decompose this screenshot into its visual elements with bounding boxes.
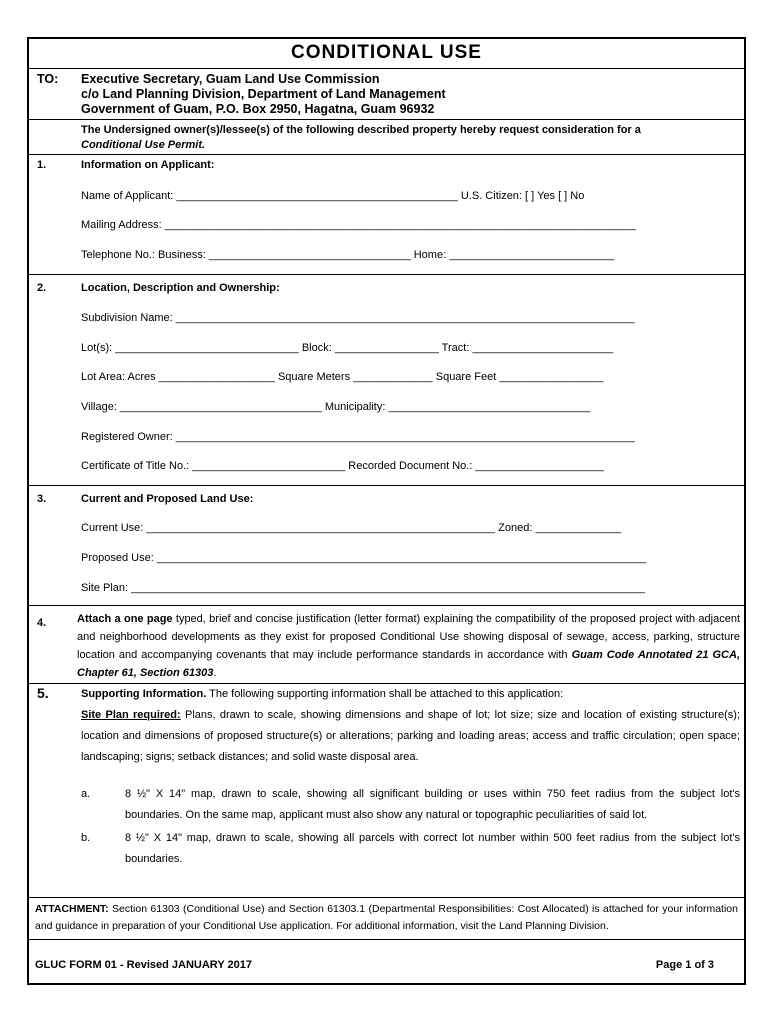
lot-area-field[interactable]: Lot Area: Acres ___________________ Square Meters _____________ Square Feet _________________ (81, 371, 604, 383)
section-4-end: . (213, 667, 217, 679)
request-line-1: The Undersigned owner(s)/lessee(s) of the following described property hereby request consideration for a (81, 124, 641, 136)
telephone-field[interactable]: Telephone No.: Business: _________________________________ Home: ___________________________ (81, 249, 615, 261)
certificate-title-field[interactable]: Certificate of Title No.: _________________________ Recorded Document No.: _____________________ (81, 460, 604, 472)
mailing-address-field[interactable]: Mailing Address: _____________________________________________________________________________ (81, 219, 636, 231)
attachment-label: ATTACHMENT: (35, 903, 109, 915)
item-a-text: 8 ½" X 14" map, drawn to scale, showing all significant building or uses within 750 feet radius from the subject lot's boundaries. On the same map, applicant must also show any natural or topographic peculiarities of said lot. (125, 788, 740, 821)
site-plan-field[interactable]: Site Plan: ____________________________________________________________________________________ (81, 582, 646, 594)
form-id: GLUC FORM 01 - Revised JANUARY 2017 (35, 959, 253, 971)
attachment-note (35, 901, 738, 935)
code-reference: Guam Code Annotated 21 GCA, Chapter 61, Section 61303 (77, 649, 741, 679)
proposed-use-field[interactable]: Proposed Use: ________________________________________________________________________________ (81, 552, 647, 564)
registered-owner-field[interactable]: Registered Owner: ___________________________________________________________________________ (81, 431, 635, 443)
section-5-number: 5. (37, 685, 49, 701)
site-plan-required-label: Site Plan required: (81, 709, 181, 721)
request-line-2: Conditional Use Permit. (81, 139, 206, 151)
village-field[interactable]: Village: _________________________________ Municipality: _________________________________ (81, 401, 591, 413)
divider (29, 154, 744, 155)
section-5-intro (81, 685, 740, 703)
to-line-2: c/o Land Planning Division, Department of Land Management (81, 87, 446, 101)
section-2-heading: Location, Description and Ownership: (81, 282, 280, 294)
divider (29, 605, 744, 606)
site-plan-required-text (81, 705, 740, 768)
section-3-heading: Current and Proposed Land Use: (81, 493, 254, 505)
item-b-label: b. (81, 832, 91, 844)
section-4-number: 4. (37, 617, 47, 629)
applicant-name-field[interactable]: Name of Applicant: ______________________________________________ U.S. Citizen: [ ] Yes [ ] No (81, 190, 585, 202)
attach-lead: Attach a one page (77, 613, 173, 625)
page-number: Page 1 of 3 (655, 959, 714, 971)
supporting-heading-text: The following supporting information shall be attached to this application: (206, 688, 564, 700)
divider (29, 939, 744, 940)
section-2-number: 2. (37, 282, 47, 294)
lot-block-tract-field[interactable]: Lot(s): ______________________________ Block: _________________ Tract: _______________________ (81, 342, 614, 354)
subdivision-field[interactable]: Subdivision Name: ___________________________________________________________________________ (81, 312, 635, 324)
divider (29, 68, 744, 69)
section-3-number: 3. (37, 493, 47, 505)
section-1-heading: Information on Applicant: (81, 159, 215, 171)
form-title: CONDITIONAL USE (291, 42, 482, 63)
attachment-text: Section 61303 (Conditional Use) and Section 61303.1 (Departmental Responsibilities: Cost Allocated) is attached for your information and guidance in preparation of your Conditional Use application. For additional information, visit the Land Planning Division. (35, 903, 738, 932)
section-1-number: 1. (37, 159, 47, 171)
item-a-label: a. (81, 788, 91, 800)
item-b-text: 8 ½" X 14" map, drawn to scale, showing all parcels with correct lot number within 500 feet radius from the subject lot's boundaries. (125, 832, 740, 865)
supporting-heading: Supporting Information. (81, 688, 207, 700)
divider (29, 683, 744, 684)
divider (29, 119, 744, 120)
section-4-body: typed, brief and concise justification (letter format) explaining the compatibility of the proposed project with adjacent and neighborhood developments as they exist for proposed Conditional Use showing disposal of sewage, access, parking, structure location and accompanying covenants that may include performance standards in accordance with (77, 613, 740, 661)
form-frame (27, 37, 746, 985)
to-line-1: Executive Secretary, Guam Land Use Commission (81, 72, 380, 86)
site-plan-required-body: Plans, drawn to scale, showing dimensions and shape of lot; lot size; size and location of existing structure(s); location and dimensions of proposed structure(s) or alterations; parking and loading areas; access and traffic circulation; open space; landscaping; signs; setback distances; and solid waste disposal area. (81, 709, 740, 763)
to-line-3: Government of Guam, P.O. Box 2950, Hagatna, Guam 96932 (81, 102, 435, 116)
section-4-text (77, 610, 740, 682)
divider (29, 897, 744, 898)
current-use-field[interactable]: Current Use: _________________________________________________________ Zoned: ______________ (81, 522, 622, 534)
divider (29, 274, 744, 275)
divider (29, 485, 744, 486)
to-label: TO: (37, 72, 59, 86)
